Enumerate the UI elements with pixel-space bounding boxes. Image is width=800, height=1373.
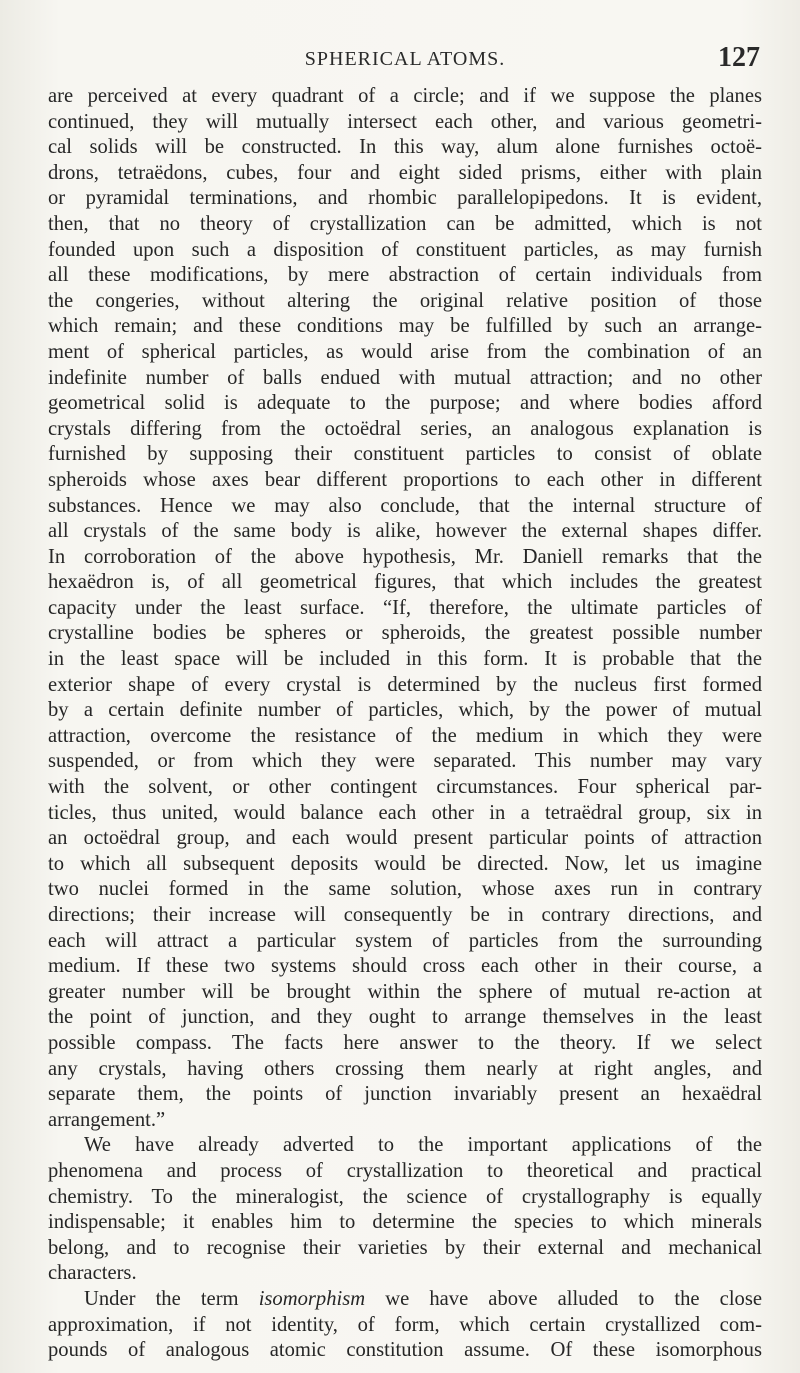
text-line: continued, they will mutually intersect each other, and various geometri- — [48, 110, 762, 133]
text-line: are perceived at every quadrant of a circle; and if we suppose the planes — [48, 85, 762, 107]
text-line: belong, and to recognise their varieties by their external and mechanical — [48, 1236, 762, 1259]
text-line: exterior shape of every crystal is determined by the nucleus first formed — [48, 673, 762, 696]
text-line: directions; their increase will consequently be in contrary directions, and — [48, 904, 762, 926]
running-head: SPHERICAL ATOMS. — [304, 48, 506, 70]
text-line: or pyramidal terminations, and rhombic parallelopipedons. It is evident, — [48, 187, 762, 210]
text-line: phenomena and process of crystallization to theoretical and practical — [48, 1159, 762, 1182]
text-line: possible compass. The facts here answer to the theory. If we select — [48, 1031, 762, 1054]
text-line: attraction, overcome the resistance of the medium in which they were — [48, 724, 762, 747]
text-line: an octoëdral group, and each would present particular points of attraction — [48, 827, 762, 850]
text-line: any crystals, having others crossing them nearly at right angles, and — [48, 1057, 762, 1080]
text-line: geometrical solid is adequate to the purpose; and where bodies afford — [48, 392, 762, 415]
text-line: In corroboration of the above hypothesis, Mr. Daniell remarks that the — [48, 545, 762, 568]
text-line: pounds of analogous atomic constitution assume. Of these isomorphous — [48, 1339, 762, 1362]
text-run: Under the term — [84, 1287, 239, 1310]
text-line: spheroids whose axes bear different proportions to each other in different — [48, 468, 762, 491]
text-line: all crystals of the same body is alike, however the external shapes differ. — [48, 520, 762, 543]
text-line: medium. If these two systems should cross each other in their course, a — [48, 955, 762, 978]
text-line: crystals differing from the octoëdral series, an analogous explanation is — [48, 417, 762, 440]
page-header — [50, 40, 760, 73]
page-number: 127 — [718, 42, 760, 73]
body-text — [48, 84, 762, 1364]
text-line: in the least space will be included in this form. It is probable that the — [48, 648, 762, 671]
text-line: greater number will be brought within the sphere of mutual re-action at — [48, 980, 762, 1003]
text-line: hexaëdron is, of all geometrical figures, that which includes the greatest — [48, 571, 762, 594]
text-line: approximation, if not identity, of form, which certain crystallized com- — [48, 1313, 762, 1336]
text-line: each will attract a particular system of particles from the surrounding — [48, 929, 762, 952]
text-line: cal solids will be constructed. In this way, alum alone furnishes octoë- — [48, 136, 762, 159]
text-line: suspended, or from which they were separated. This number may vary — [48, 750, 762, 773]
text-line: two nuclei formed in the same solution, whose axes run in contrary — [48, 878, 762, 901]
text-line: drons, tetraëdons, cubes, four and eight sided prisms, either with plain — [48, 161, 762, 184]
text-line: the congeries, without altering the original relative position of those — [48, 289, 762, 312]
text-line: then, that no theory of crystallization can be admitted, which is not — [48, 212, 762, 235]
text-line: ticles, thus united, would balance each other in a tetraëdral group, six in — [48, 801, 762, 824]
text-line: to which all subsequent deposits would be directed. Now, let us imagine — [48, 852, 762, 875]
text-line: all these modifications, by mere abstraction of certain individuals from — [48, 264, 762, 287]
text-line: indispensable; it enables him to determine the species to which minerals — [48, 1211, 762, 1234]
text-line: furnished by supposing their constituent particles to consist of oblate — [48, 443, 762, 466]
text-line: capacity under the least surface. “If, therefore, the ultimate particles of — [48, 596, 762, 619]
text-line: chemistry. To the mineralogist, the science of crystallography is equally — [48, 1185, 762, 1208]
text-line: arrangement.” — [48, 1108, 166, 1131]
text-line: which remain; and these conditions may be fulfilled by such an arrange- — [48, 315, 762, 338]
text-run: we have above alluded to the close — [385, 1287, 762, 1310]
text-line: substances. Hence we may also conclude, that the internal structure of — [48, 494, 762, 517]
text-line: founded upon such a disposition of constituent particles, as may furnish — [48, 238, 762, 261]
text-line: separate them, the points of junction invariably present an hexaëdral — [48, 1083, 762, 1106]
paragraph-first-line: We have already adverted to the important applications of the — [84, 1134, 762, 1157]
text-line: ment of spherical particles, as would arise from the combination of an — [48, 340, 762, 363]
text-line: indefinite number of balls endued with mutual attraction; and no other — [48, 366, 762, 389]
italic-term: isomorphism — [258, 1287, 366, 1310]
text-line: characters. — [48, 1262, 137, 1285]
text-line: the point of junction, and they ought to arrange themselves in the least — [48, 1006, 762, 1029]
paragraph-first-line — [48, 1287, 762, 1313]
text-line: crystalline bodies be spheres or spheroids, the greatest possible number — [48, 622, 762, 645]
text-line: by a certain definite number of particles, which, by the power of mutual — [48, 699, 762, 722]
text-line: with the solvent, or other contingent circumstances. Four spherical par- — [48, 776, 762, 799]
